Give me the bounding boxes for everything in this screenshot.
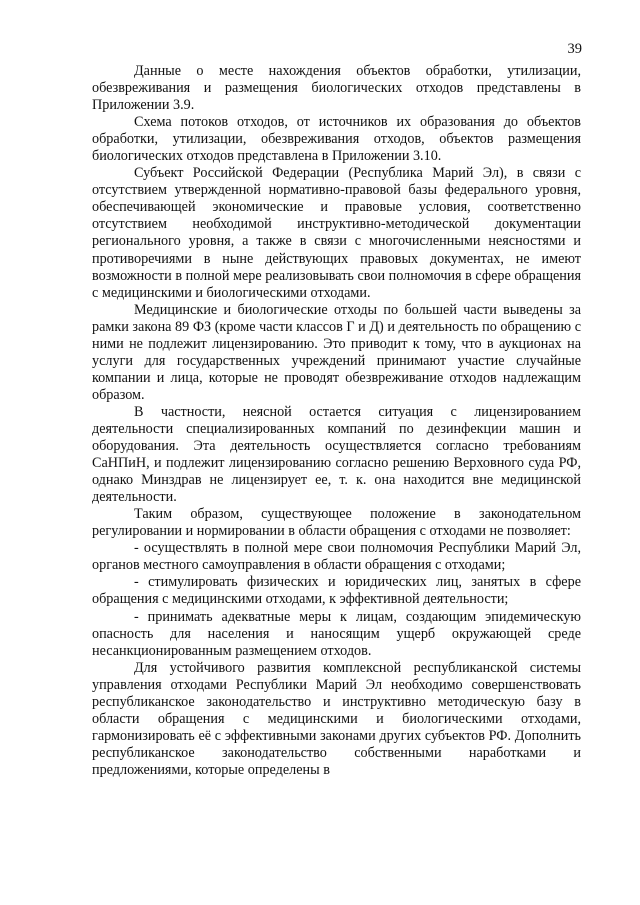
- paragraph-conclusion-intro: Таким образом, существующее положение в законодательном регулировании и нормировании в области обращения с отходами не позволяет:: [92, 506, 581, 540]
- page-number: 39: [567, 41, 582, 57]
- paragraph-waste-flow-scheme: Схема потоков отходов, от источников их образования до объектов обработки, утилизации, обезвреживания отходов, объектов размещения биологических отходов представлена в Приложении 3.10.: [92, 114, 581, 165]
- paragraph-licensing-issues: Медицинские и биологические отходы по большей части выведены за рамки закона 89 ФЗ (кроме части классов Г и Д) и деятельность по обращению с ними не подлежит лицензированию. Это приводит к тому, что в аукционах на услуги для государственных учреждений принимают участие случайные компании и лица, которые не проводят обезвреживание отходов надлежащим образом.: [92, 301, 581, 403]
- paragraph-regulatory-gaps: Субъект Российской Федерации (Республика Марий Эл), в связи с отсутствием утвержденной нормативно-правовой базы федерального уровня, обеспечивающей экономические и правовые условия, соответственно отсутствием необходимой инструктивно-методической документации регионального уровня, а также в связи с многочисленными неясностями и противоречиями в ныне действующих правовых документах, не имеют возможности в полной мере реализовывать свои полномочия в сфере обращения с медицинскими и биологическими отходами.: [92, 165, 581, 301]
- paragraph-disinfection-licensing: В частности, неясной остается ситуация с лицензированием деятельности специализированных компаний по дезинфекции машин и оборудования. Эта деятельность осуществляется согласно требованиям СаНПиН, и подлежит лицензированию согласно решению Верховного суда РФ, однако Минздрав не лицензирует ее, т. к. она находится вне медицинской деятельности.: [92, 403, 581, 506]
- list-item-stimulate: - стимулировать физических и юридических лиц, занятых в сфере обращения с медицинскими отходами, к эффективной деятельности;: [92, 574, 581, 608]
- list-item-measures: - принимать адекватные меры к лицам, создающим эпидемическую опасность для населения и наносящим ущерб окружающей среде несанкционированным размещением отходов.: [92, 608, 581, 659]
- document-body: [92, 63, 581, 779]
- list-item-powers: - осуществлять в полной мере свои полномочия Республики Марий Эл, органов местного самоуправления в области обращения с отходами;: [92, 540, 581, 574]
- paragraph-development-plan: Для устойчивого развития комплексной республиканской системы управления отходами Республики Марий Эл необходимо совершенствовать республиканское законодательство и инструктивно методическую базу в области обращения с медицинскими и биологическими отходами, гармонизировать её с эффективными законами других субъектов РФ. Дополнить республиканское законодательство собственными наработками и предложениями, которые определены в: [92, 659, 581, 778]
- paragraph-biowaste-locations: Данные о месте нахождения объектов обработки, утилизации, обезвреживания и размещения биологических отходов представлены в Приложении 3.9.: [92, 63, 581, 114]
